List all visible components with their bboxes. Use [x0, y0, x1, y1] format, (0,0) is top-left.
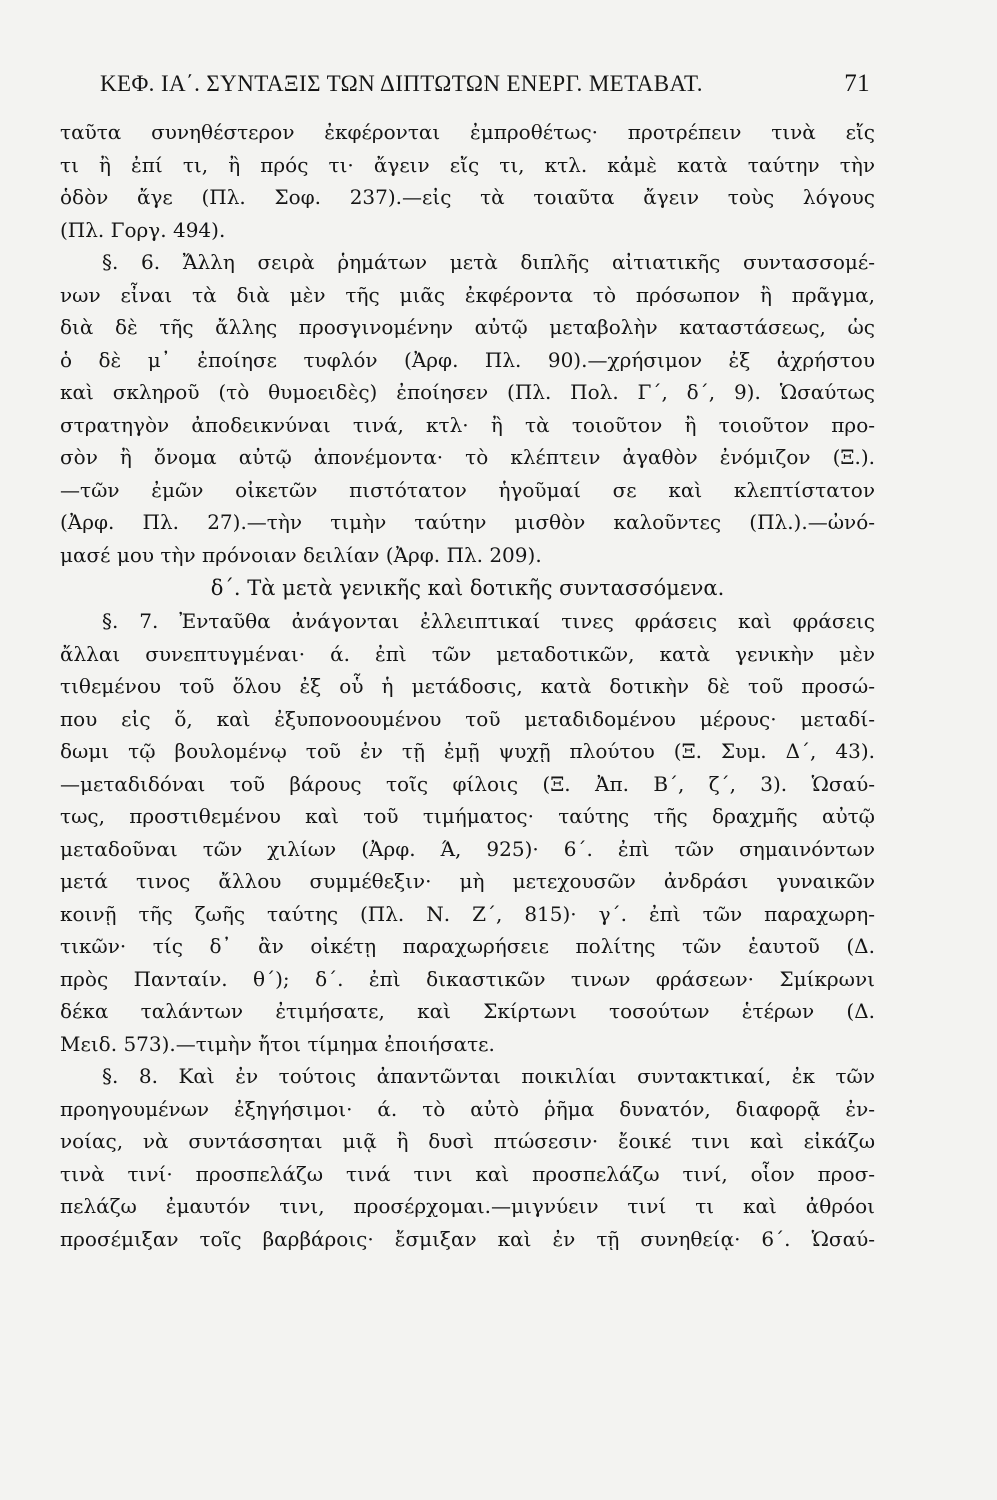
text-line: (Πλ. Γοργ. 494). [60, 217, 226, 242]
text-line: Μειδ. 573).—τιμὴν ἤτοι τίμημα ἐποιήσατε. [60, 1031, 495, 1056]
body-text [60, 116, 875, 1255]
text-line: τως, προστιθεμένου καὶ τοῦ τιμήματος· ταύτης τῆς δραχμῆς αὐτῷ [60, 804, 875, 828]
text-line: —τῶν ἐμῶν οἰκετῶν πιστότατον ἡγοῦμαί σε καὶ κλεπτίστατον [60, 477, 875, 502]
text-line: τι ἢ ἐπί τι, ἢ πρός τι· ἄγειν εἴς τι, κτλ. κἀμὲ κατὰ ταύτην τὴν [60, 152, 875, 177]
text-line: στρατηγὸν ἀποδεικνύναι τινά, κτλ· ἢ τὰ τοιοῦτον ἢ τοιοῦτον προ- [60, 412, 875, 437]
text-line: ἄλλαι συνεπτυγμέναι· ά. ἐπὶ τῶν μεταδοτικῶν, κατὰ γενικὴν μὲν [60, 641, 875, 666]
running-head [100, 70, 870, 98]
section-heading: δ΄. Τὰ μετὰ γενικῆς καὶ δοτικῆς συντασσόμενα. [210, 576, 725, 600]
section-7-start: §. 7. Ἐνταῦθα ἀνάγονται ἐλλειπτικαί τινες φράσεις καὶ φράσεις [102, 609, 875, 633]
text-line: μεταδοῦναι τῶν χιλίων (Ἀρφ. Ά, 925)· 6΄. ἐπὶ τῶν σημαινόντων [60, 836, 875, 861]
text-line: τιθεμένου τοῦ ὅλου ἐξ οὗ ἡ μετάδοσις, κατὰ δοτικὴν δὲ τοῦ προσώ- [60, 674, 875, 698]
text-line: κοινῇ τῆς ζωῆς ταύτης (Πλ. Ν. Ζ΄, 815)· γ΄. ἐπὶ τῶν παραχωρη- [60, 901, 875, 926]
text-line: ὁ δὲ μ᾽ ἐποίησε τυφλόν (Ἀρφ. Πλ. 90).—χρήσιμον ἐξ ἀχρήστου [60, 347, 875, 372]
text-line: σὸν ἢ ὄνομα αὐτῷ ἀπονέμοντα· τὸ κλέπτειν ἀγαθὸν ἐνόμιζον (Ξ.). [60, 445, 875, 469]
text-line: προσέμιξαν τοῖς βαρβάροις· ἔσμιξαν καὶ ἐν τῇ συνηθείᾳ· 6΄. Ὡσαύ- [60, 1226, 875, 1251]
text-line: πρὸς Πανταίν. θ΄); δ΄. ἐπὶ δικαστικῶν τινων φράσεων· Σμίκρωνι [60, 966, 875, 991]
text-line: τικῶν· τίς δ᾽ ἂν οἰκέτῃ παραχωρήσειε πολίτης τῶν ἑαυτοῦ (Δ. [60, 934, 875, 958]
section-8-start: §. 8. Καὶ ἐν τούτοις ἀπαντῶνται ποικιλίαι συντακτικαί, ἐκ τῶν [102, 1064, 875, 1088]
text-line: νων εἶναι τὰ διὰ μὲν τῆς μιᾶς ἐκφέροντα τὸ πρόσωπον ἢ πρᾶγμα, [60, 282, 875, 307]
section-6-start: §. 6. Ἄλλη σειρὰ ῥημάτων μετὰ διπλῆς αἰτιατικῆς συντασσομέ- [102, 250, 875, 274]
text-line: μετά τινος ἄλλου συμμέθεξιν· μὴ μετεχουσῶν ἀνδράσι γυναικῶν [60, 869, 875, 893]
text-line: καὶ σκληροῦ (τὸ θυμοειδὲς) ἐποίησεν (Πλ. Πολ. Γ΄, δ΄, 9). Ὡσαύτως [60, 380, 875, 404]
text-line: τινὰ τινί· προσπελάζω τινά τινι καὶ προσπελάζω τινί, οἷον προσ- [60, 1161, 875, 1186]
text-line: πελάζω ἐμαυτόν τινι, προσέρχομαι.—μιγνύειν τινί τι καὶ ἀθρόοι [60, 1194, 875, 1218]
text-line: ὁδὸν ἄγε (Πλ. Σοφ. 237).—εἰς τὰ τοιαῦτα ἄγειν τοὺς λόγους [60, 185, 875, 209]
page-number: 71 [844, 70, 870, 97]
text-line: που εἰς ὅ, καὶ ἐξυπονοουμένου τοῦ μεταδιδομένου μέρους· μεταδί- [60, 706, 875, 731]
text-line: μασέ μου τὴν πρόνοιαν δειλίαν (Ἀρφ. Πλ. 209). [60, 542, 542, 567]
text-line: δέκα ταλάντων ἐτιμήσατε, καὶ Σκίρτωνι τοσούτων ἑτέρων (Δ. [60, 999, 875, 1023]
text-line: —μεταδιδόναι τοῦ βάρους τοῖς φίλοις (Ξ. Ἀπ. Β΄, ζ΄, 3). Ὡσαύ- [60, 771, 875, 796]
text-line: (Ἀρφ. Πλ. 27).—τὴν τιμὴν ταύτην μισθὸν καλοῦντες (Πλ.).—ὠνό- [60, 510, 875, 534]
text-line: δωμι τῷ βουλομένῳ τοῦ ἐν τῇ ἐμῇ ψυχῇ πλούτου (Ξ. Συμ. Δ΄, 43). [60, 739, 875, 763]
text-line: ταῦτα συνηθέστερον ἐκφέρονται ἐμπροθέτως· προτρέπειν τινὰ εἴς [60, 120, 875, 144]
text-line: νοίας, νὰ συντάσσηται μιᾷ ἢ δυσὶ πτώσεσιν· ἔοικέ τινι καὶ εἰκάζω [60, 1129, 875, 1153]
text-line: διὰ δὲ τῆς ἄλλης προσγινομένην αὐτῷ μεταβολὴν καταστάσεως, ὡς [60, 315, 875, 339]
text-line: προηγουμένων ἐξηγήσιμοι· ά. τὸ αὐτὸ ῥῆμα δυνατόν, διαφορᾷ ἐν- [60, 1096, 875, 1121]
chapter-title: ΚΕΦ. ΙΑ΄. ΣΥΝΤΑΞΙΣ ΤΩΝ ΔΙΠΤΩΤΩΝ ΕΝΕΡΓ. ΜΕΤΑΒΑΤ. [100, 71, 703, 96]
